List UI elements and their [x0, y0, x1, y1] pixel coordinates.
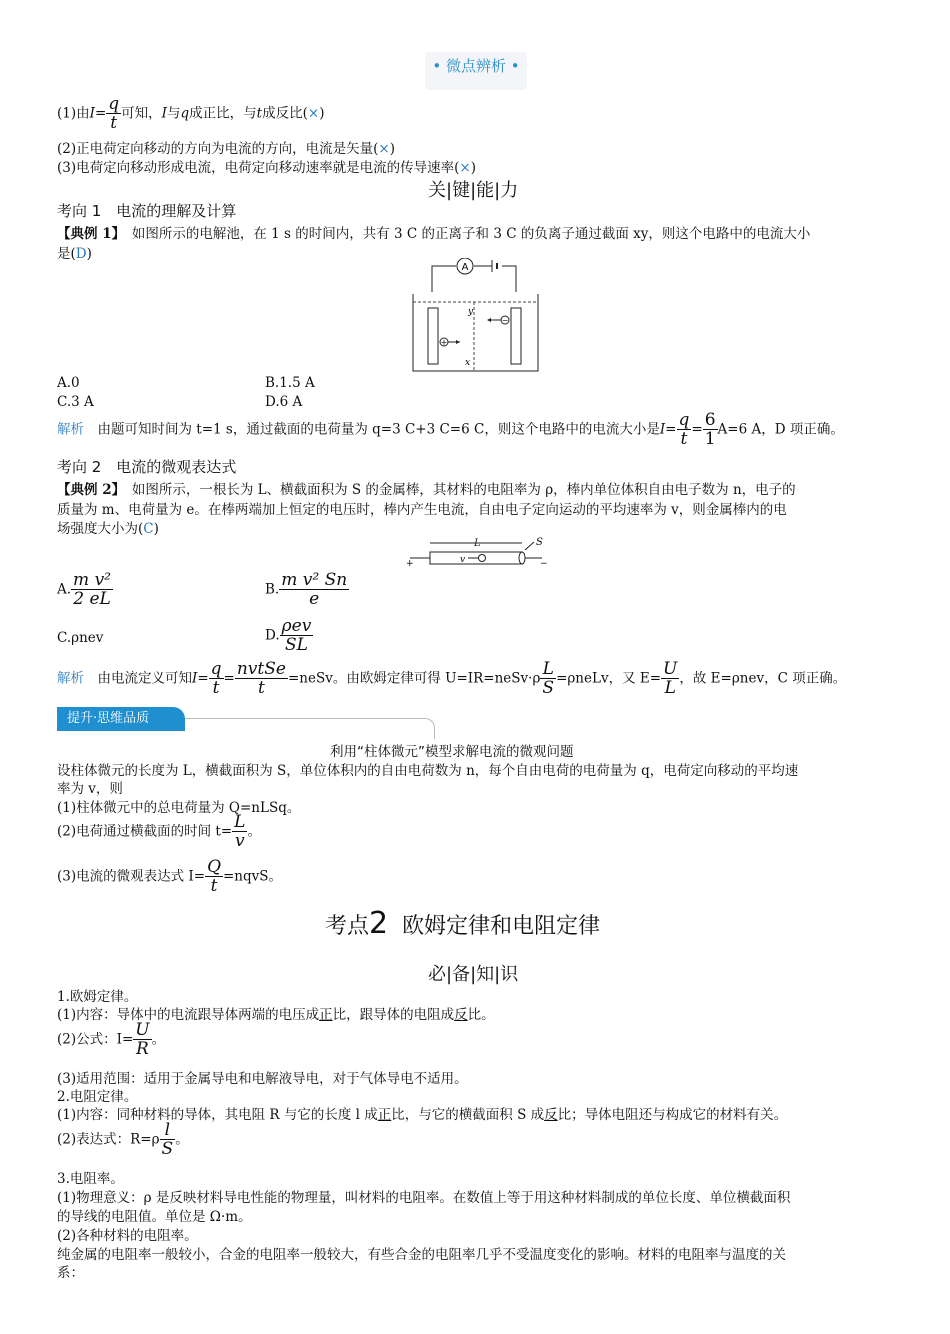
- example-1-line1: 【典例 1】 如图所示的电解池，在 1 s 的时间内，共有 3 C 的正离子和 3 C 的负离子通过截面 xy，则这个电路中的电流大小: [57, 226, 811, 242]
- label-L: L: [474, 538, 481, 549]
- thinking-s2: (2)电荷通过横截面的时间 t= $\frac{L}{v}$ 。: [57, 812, 261, 851]
- label-S: S: [536, 537, 543, 548]
- answer-mark: ×: [459, 160, 471, 176]
- fraction: $\frac{q}{t}$: [678, 410, 690, 449]
- thinking-s3: (3)电流的微观表达式 I= $\frac{Q}{t}$ =nqvS。: [57, 857, 283, 896]
- judgment-2: (2)正电荷定向移动的方向为电流的方向，电流是矢量(×): [57, 141, 395, 157]
- fraction: $\frac{Q}{t}$: [207, 857, 221, 896]
- option-b: B. $\frac{\text{m v² Sn}}{e}$: [265, 570, 348, 609]
- thinking-title: 利用“柱体微元”模型求解电流的微观问题: [330, 744, 574, 760]
- p2-line-12: 纯金属的电阻率一般较小，合金的电阻率一般较大，有些合金的电阻率几乎不受温度变化的影响。材料的电阻率与温度的关: [57, 1247, 786, 1263]
- electron: [479, 555, 486, 562]
- thinking-p1: 设柱体微元的长度为 L，横截面积为 S，单位体积内的自由电荷数为 n，每个自由电荷的电荷量为 q，电荷定向移动的平均速: [57, 763, 799, 779]
- left-electrode: [428, 308, 438, 364]
- solution-label: 解析: [57, 670, 84, 687]
- label-y: y: [468, 307, 474, 317]
- rod-end: [519, 552, 525, 564]
- option-c: C.ρnev: [57, 630, 104, 646]
- example-2-line1: 【典例 2】 如图所示，一根长为 L、横截面积为 S 的金属棒，其材料的电阻率为 ρ，棒内单位体积自由电子数为 n，电子的: [57, 482, 796, 498]
- metal-rod-figure: [402, 534, 552, 568]
- p2-line-1: 1.欧姆定律。: [57, 989, 138, 1005]
- fraction: $\frac{l}{S}$: [161, 1120, 174, 1159]
- p2-line-10: 的导线的电阻值。单位是 Ω·m。: [57, 1209, 252, 1225]
- label-v: v: [460, 555, 466, 565]
- section-banner: • 微点辨析 •: [425, 52, 527, 90]
- circuit-wire: [432, 266, 516, 292]
- fraction: $\frac{\text{ρev}}{SL}$: [281, 616, 312, 655]
- answer-mark: C: [143, 521, 154, 537]
- thinking-s1: (1)柱体微元中的总电荷量为 Q=nLSq。: [57, 800, 301, 816]
- positive-sign: +: [440, 338, 448, 347]
- point-2-title: 考点2 欧姆定律和电阻定律: [325, 906, 601, 941]
- p2-line-11: (2)各种材料的电阻率。: [57, 1228, 198, 1244]
- option-d: D. $\frac{\text{ρev}}{SL}$: [265, 616, 312, 655]
- negative-sign: −: [501, 316, 509, 325]
- fraction: $\frac{L}{v}$: [234, 812, 246, 851]
- example-2-line2: 质量为 m、电荷量为 e。在棒两端加上恒定的电压时，棒内产生电流，自由电子定向运动的平均速率为 v，则金属棒内的电: [57, 502, 787, 518]
- example-1-line2: 是(D): [57, 246, 92, 262]
- plus-terminal: +: [406, 559, 414, 568]
- p2-line-9: (1)物理意义：ρ 是反映材料导电性能的物理量，叫材料的电阻率。在数值上等于用这种材料制成的单位长度、单位横截面积: [57, 1190, 791, 1206]
- fraction: $\frac{U}{R}$: [135, 1020, 150, 1059]
- p2-line-4: (3)适用范围：适用于金属导电和电解液导电，对于气体导电不适用。: [57, 1071, 468, 1087]
- p2-line-5: 2.电阻定律。: [57, 1089, 138, 1105]
- thinking-tag: 提升·思维品质: [57, 707, 185, 731]
- option-b: B.1.5 A: [265, 375, 315, 391]
- arrow-head: [487, 318, 491, 322]
- option-c: C.3 A: [57, 394, 94, 410]
- answer-mark: ×: [307, 105, 320, 122]
- p2-line-2: (1)内容：导体中的电流跟导体两端的电压成正比，跟导体的电阻成反比。: [57, 1007, 495, 1023]
- answer-mark: ×: [378, 141, 390, 157]
- direction-1-heading: 考向 1 电流的理解及计算: [57, 202, 237, 220]
- solution-1: 解析 由题可知时间为 t=1 s，通过截面的电荷量为 q=3 C+3 C=6 C，则这个电路中的电流大小是I= $\frac{q}{t}$ = $\frac{6}{1}$ A=6 A，D 项正确。: [57, 410, 844, 449]
- direction-2-heading: 考向 2 电流的微观表达式: [57, 458, 237, 476]
- example-2-line3: 场强度大小为(C): [57, 521, 159, 537]
- fraction: $\frac{q}{t}$: [210, 659, 222, 698]
- essential-knowledge-title: 必|备|知|识: [428, 964, 519, 985]
- electrolytic-cell-figure: [410, 258, 542, 374]
- p2-line-13: 系：: [57, 1265, 84, 1281]
- p2-line-8: 3.电阻率。: [57, 1171, 124, 1187]
- fraction: $\frac{\text{m v²}}{2 eL}$: [73, 570, 111, 609]
- p2-line-6: (1)内容：同种材料的导体，其电阻 R 与它的长度 l 成正比，与它的横截面积 S 成反比；导体电阻还与构成它的材料有关。: [57, 1107, 788, 1123]
- answer-mark: D: [75, 246, 87, 262]
- fraction: $\frac{\text{m v² Sn}}{e}$: [281, 570, 348, 609]
- label-x: x: [465, 358, 471, 368]
- fraction: $\frac{L}{S}$: [542, 659, 555, 698]
- judgment-3: (3)电荷定向移动形成电流，电荷定向移动速率就是电流的传导速率(×): [57, 160, 476, 176]
- p2-line-3: (2)公式：I= $\frac{U}{R}$ 。: [57, 1020, 166, 1059]
- option-a: A. $\frac{\text{m v²}}{2 eL}$: [57, 570, 111, 609]
- fraction: $\frac{\text{nvtSe}}{t}$: [236, 659, 286, 698]
- arrow-head: [456, 340, 460, 344]
- solution-label: 解析: [57, 421, 84, 438]
- option-a: A.0: [57, 375, 80, 391]
- ammeter-label: A: [461, 262, 469, 273]
- banner-text: 微点辨析: [445, 57, 506, 75]
- judgment-1: (1)由I= $\frac{q}{t}$ 可知，I与q成正比，与t成反比(×): [57, 94, 325, 133]
- label-s-pointer: [525, 542, 534, 550]
- fraction: $\frac{6}{1}$: [704, 410, 716, 449]
- thinking-p2: 率为 v，则: [57, 781, 123, 797]
- solution-2: 解析 由电流定义可知I= $\frac{q}{t}$ = $\frac{\text{nvtSe}}{t}$ =neSv。由欧姆定律可得 U=IR=neSv·ρ $\frac{L}{S}$ =ρneLv，又 E= $\frac{U}{L}$ ，故 E=ρnev，C 项正确。: [57, 659, 847, 698]
- minus-terminal: −: [540, 559, 548, 568]
- p2-line-7: (2)表达式：R=ρ $\frac{l}{S}$ 。: [57, 1120, 189, 1159]
- key-ability-title: 关|键|能|力: [428, 180, 519, 201]
- fraction: $\frac{q}{t}$: [108, 94, 120, 133]
- right-electrode: [511, 308, 521, 364]
- option-d: D.6 A: [265, 394, 303, 410]
- fraction: $\frac{U}{L}$: [663, 659, 678, 698]
